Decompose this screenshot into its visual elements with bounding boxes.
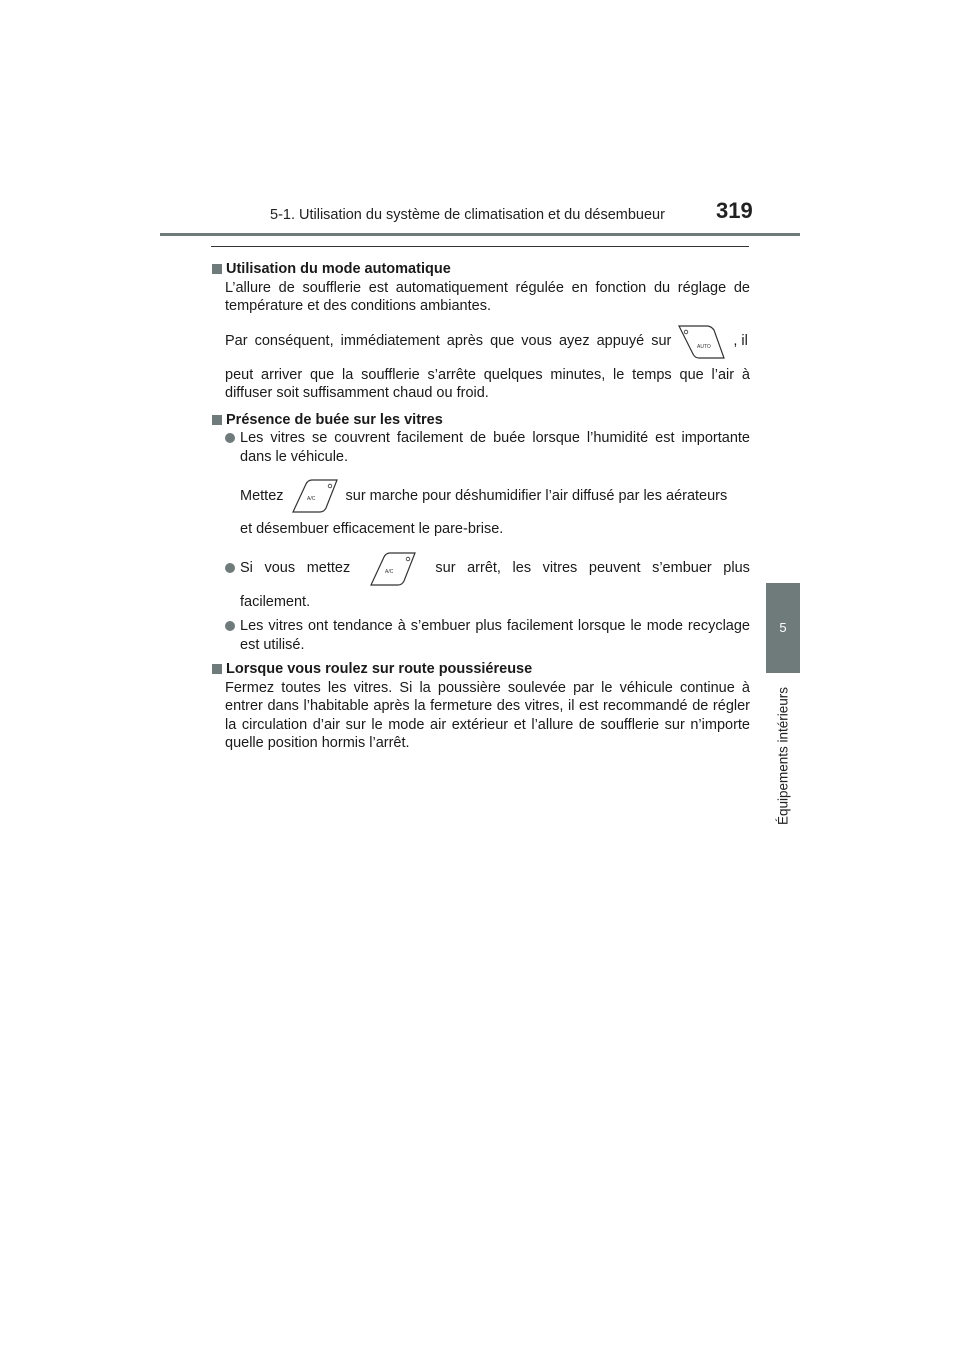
paragraph: L’allure de soufflerie est automatiquement régulée en fonction du réglage de température et des conditions ambiantes. bbox=[225, 279, 750, 314]
section-dusty-road bbox=[212, 660, 750, 753]
list-item-body bbox=[240, 429, 750, 539]
ac-button-label: A/C bbox=[384, 568, 394, 575]
list-item-body bbox=[240, 549, 750, 612]
word: arrêt, bbox=[467, 560, 501, 577]
ac-button-icon bbox=[290, 476, 340, 516]
list-item bbox=[225, 549, 750, 612]
word: vous bbox=[264, 560, 296, 577]
page-content bbox=[212, 260, 750, 759]
paragraph: Fermez toutes les vitres. Si la poussière soulevée par le véhicule continue à entrer dans l’habitable après la fermeture des vitres, il est recommandé de régler la circulation d’air sur le mode air extérieur et l’allure de soufflerie sur n’importe quelle position hormis l’arrêt. bbox=[225, 679, 750, 751]
inline-line bbox=[225, 322, 750, 362]
heading-text: Utilisation du mode automatique bbox=[226, 261, 451, 277]
paragraph-rest: peut arriver que la soufflerie s’arrête quelques minutes, le temps que l’air à diffuser soit suffisamment chaud ou froid. bbox=[225, 366, 750, 401]
word: vitres bbox=[542, 560, 578, 577]
text-after-button: sur marche pour déshumidifier l’air diffusé par les aérateurs bbox=[345, 487, 728, 504]
word: Si bbox=[240, 560, 253, 577]
round-bullet-icon bbox=[225, 563, 235, 573]
chapter-tab: 5 bbox=[766, 583, 800, 673]
word: sur bbox=[435, 560, 456, 577]
list-item-sub-rest: et désembuer efficacement le pare-brise. bbox=[240, 521, 504, 537]
running-header: 5-1. Utilisation du système de climatisation et du désembueur bbox=[270, 207, 665, 223]
list-item-rest: facilement. bbox=[240, 593, 311, 610]
word: s’embuer bbox=[652, 560, 712, 577]
auto-button-icon bbox=[677, 322, 727, 362]
text-before-button: Par conséquent, immédiatement après que vous ayez appuyé sur bbox=[225, 333, 672, 350]
content-rule bbox=[211, 246, 749, 247]
section-fog bbox=[212, 411, 750, 655]
chapter-label: Équipements intérieurs bbox=[775, 686, 791, 826]
square-bullet-icon bbox=[212, 264, 222, 274]
inline-line bbox=[240, 476, 750, 516]
square-bullet-icon bbox=[212, 664, 222, 674]
section-heading bbox=[212, 260, 750, 279]
list-item-text: Les vitres ont tendance à s’embuer plus facilement lorsque le mode recyclage est utilisé. bbox=[240, 618, 750, 653]
ac-button-label: A/C bbox=[306, 496, 315, 502]
section-auto-mode bbox=[212, 260, 750, 403]
round-bullet-icon bbox=[225, 433, 235, 443]
list-item bbox=[225, 617, 750, 654]
ac-button-icon bbox=[368, 549, 418, 589]
list-item bbox=[225, 429, 750, 539]
text-before-button: Mettez bbox=[240, 487, 284, 504]
auto-button-label: AUTO bbox=[697, 343, 712, 350]
section-heading bbox=[212, 411, 750, 430]
square-bullet-icon bbox=[212, 415, 222, 425]
word: plus bbox=[723, 560, 750, 577]
paragraph-with-button bbox=[225, 322, 750, 403]
header-rule bbox=[160, 233, 800, 236]
list-item-text: Les vitres se couvrent facilement de buée lorsque l’humidité est importante dans le véhicule. bbox=[240, 430, 750, 465]
inline-line bbox=[240, 549, 750, 589]
text-after-button: , il bbox=[733, 333, 748, 350]
page-number: 319 bbox=[716, 198, 753, 223]
word: mettez bbox=[306, 560, 351, 577]
heading-text: Lorsque vous roulez sur route poussiéreuse bbox=[226, 661, 533, 677]
word: les bbox=[512, 560, 532, 577]
list-item-sub bbox=[240, 476, 750, 539]
section-heading bbox=[212, 660, 750, 679]
heading-text: Présence de buée sur les vitres bbox=[226, 411, 443, 428]
round-bullet-icon bbox=[225, 621, 235, 631]
word: peuvent bbox=[588, 560, 641, 577]
